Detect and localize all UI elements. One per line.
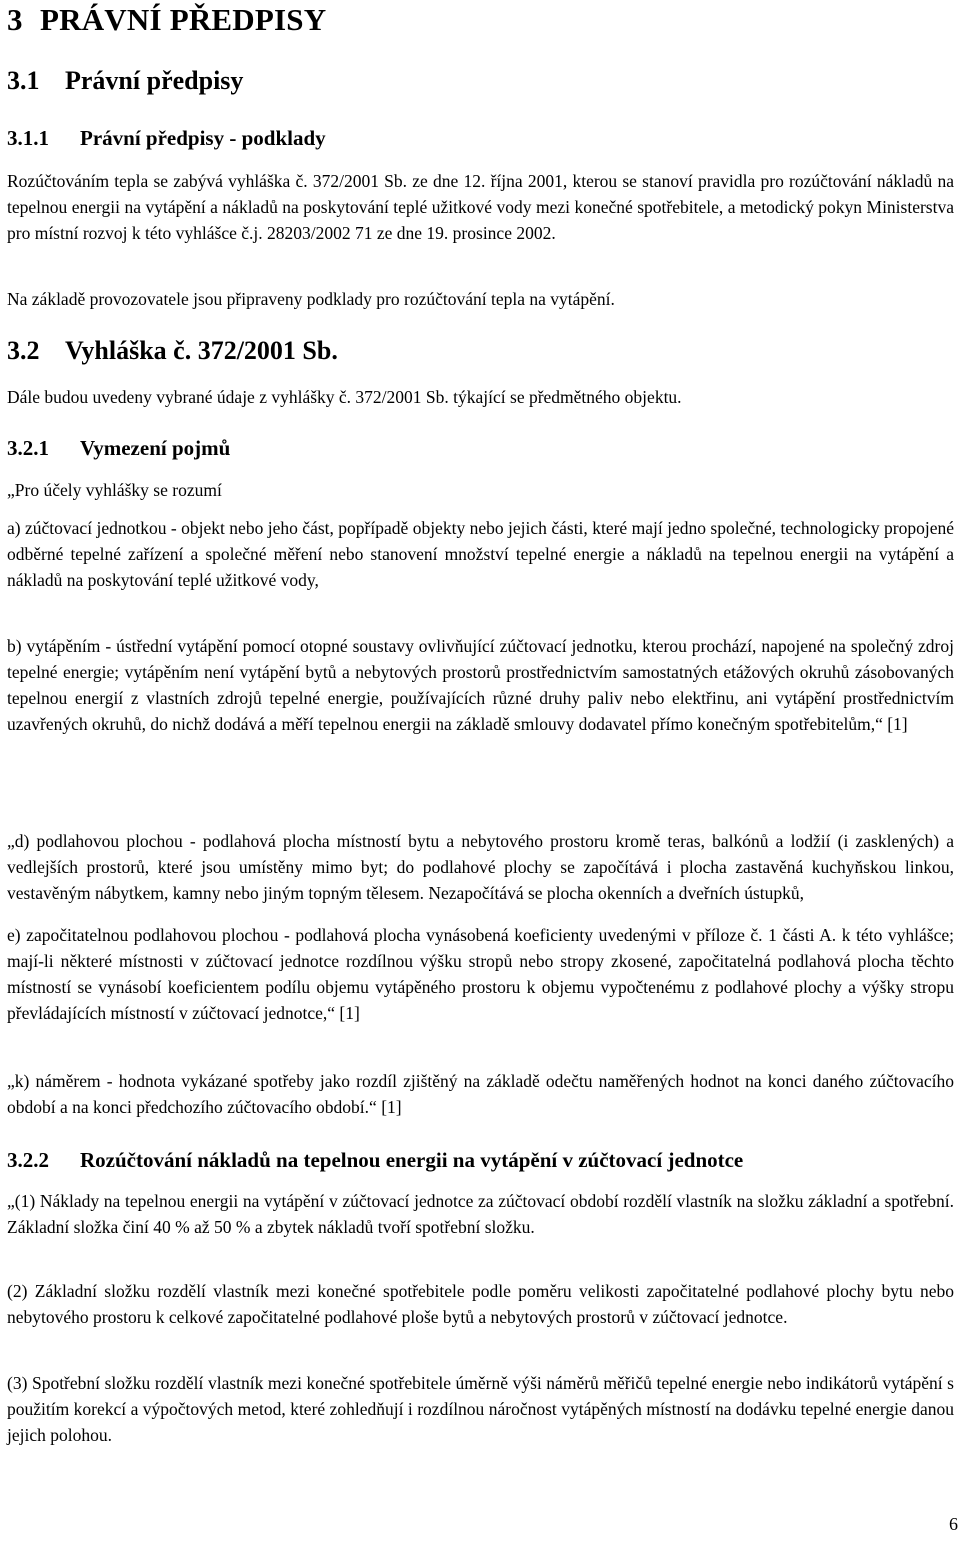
definition-k: „k) náměrem - hodnota vykázané spotřeby jako rozdíl zjištěný na základě odečtu naměřených hodnot na konci daného zúčtovacího období a na konci předchozího zúčtovacího období.“ [1] (7, 1071, 954, 1117)
paragraph-rule-1: „(1) Náklady na tepelnou energii na vytápění v zúčtovací jednotce za zúčtovací období rozdělí vlastník na složku základní a spotřební. Základní složka činí 40 % až 50 % a zbytek nákladů tvoří spotřební složku. (7, 1191, 954, 1237)
subsection-number: 3.1.1 (7, 126, 49, 150)
paragraph-provider: Na základě provozovatele jsou připraveny podklady pro rozúčtování tepla na vytápění. (7, 289, 615, 309)
paragraph-definitions-intro: „Pro účely vyhlášky se rozumí (7, 480, 222, 500)
section-heading-3-1 (7, 66, 243, 96)
chapter-number: 3 (7, 2, 23, 37)
definition-b: b) vytápěním - ústřední vytápění pomocí otopné soustavy ovlivňující zúčtovací jednotku, kterou prochází, napojené na společný zdroj tepelné energie; vytápěním není vytápění bytů a nebytových prostorů prostřednictvím samostatných etážových okruhů zásobovaných tepelnou energií z vlastních zdrojů tepelné energie, používajících různé druhy paliv nebo elektřinu, ani vytápění prostřednictvím uzavřených okruhů, do nichž dodává a měří tepelnou energii na základě smlouvy dodavatel přímo konečným spotřebitelům,“ [1] (7, 636, 954, 734)
subsection-heading-3-2-2 (7, 1148, 743, 1173)
subsection-heading-3-2-1 (7, 436, 230, 461)
paragraph-intro: Rozúčtováním tepla se zabývá vyhláška č. 372/2001 Sb. ze dne 12. října 2001, kterou se stanoví pravidla pro rozúčtování nákladů na tepelnou energii na vytápění a nákladů na poskytování teplé užitkové vody mezi konečné spotřebitele, a metodický pokyn Ministerstva pro místní rozvoj k této vyhlášce č.j. 28203/2002 71 ze dne 19. prosince 2002. (7, 171, 954, 243)
page-number: 6 (949, 1514, 958, 1534)
subsection-number: 3.2.1 (7, 436, 49, 460)
definition-a: a) zúčtovací jednotkou - objekt nebo jeho část, popřípadě objekty nebo jejich části, které mají jedno společné, technologicky propojené odběrné tepelné zařízení a společné měření nebo stanovení množství tepelné energie a nákladů na tepelnou energii na vytápění a nákladů na poskytování teplé užitkové vody, (7, 518, 954, 590)
subsection-number: 3.2.2 (7, 1148, 49, 1172)
paragraph-rule-2: (2) Základní složku rozdělí vlastník mezi konečné spotřebitele podle poměru velikosti započitatelné podlahové plochy bytu nebo nebytového prostoru k celkové započitatelné podlahové ploše bytů a nebytových prostorů v zúčtovací jednotce. (7, 1281, 954, 1327)
subsection-title: Právní předpisy - podklady (80, 126, 326, 150)
paragraph-rule-3: (3) Spotřební složku rozdělí vlastník mezi konečné spotřebitele úměrně výši náměrů měřičů tepelné energie nebo indikátorů vytápění s použitím korekcí a výpočtových metod, které zohledňují i rozdílnou náročnost vytápěných místností na dodávku tepelné energie danou jejich polohou. (7, 1373, 954, 1445)
paragraph-selected-data: Dále budou uvedeny vybrané údaje z vyhlášky č. 372/2001 Sb. týkající se předmětného objektu. (7, 387, 682, 407)
section-title: Právní předpisy (65, 66, 244, 95)
subsection-heading-3-1-1 (7, 126, 326, 151)
subsection-title: Vymezení pojmů (80, 436, 231, 460)
definition-d: „d) podlahovou plochou - podlahová plocha místností bytu a nebytového prostoru kromě teras, balkónů a lodžií (i zasklených) a vedlejších prostorů, které jsou umístěny mimo byt; do podlahové plochy se započítává i plocha zastavěná kuchyňskou linkou, vestavěným nábytkem, kamny nebo jiným topným tělesem. Nezapočítává se plocha okenních a dveřních ústupků, (7, 831, 954, 903)
section-number: 3.2 (7, 336, 40, 365)
section-number: 3.1 (7, 66, 40, 95)
section-title: Vyhláška č. 372/2001 Sb. (65, 336, 338, 365)
section-heading-3-2 (7, 336, 338, 366)
definition-e: e) započitatelnou podlahovou plochou - podlahová plocha vynásobená koeficienty uvedenými v příloze č. 1 části A. k této vyhlášce; mají-li některé místnosti v zúčtovací jednotce rozdílnou výšku stropů nebo stropy zkosené, započitatelná podlahová plocha těchto místností se vynásobí koeficientem podílu objemu vytápěného prostoru k objemu vypočtenému z podlahové plochy a výšky stropu převládajících místností v zúčtovací jednotce,“ [1] (7, 925, 954, 1023)
chapter-heading (7, 2, 326, 38)
subsection-title: Rozúčtování nákladů na tepelnou energii na vytápění v zúčtovací jednotce (80, 1148, 744, 1172)
chapter-title: PRÁVNÍ PŘEDPISY (40, 2, 327, 37)
